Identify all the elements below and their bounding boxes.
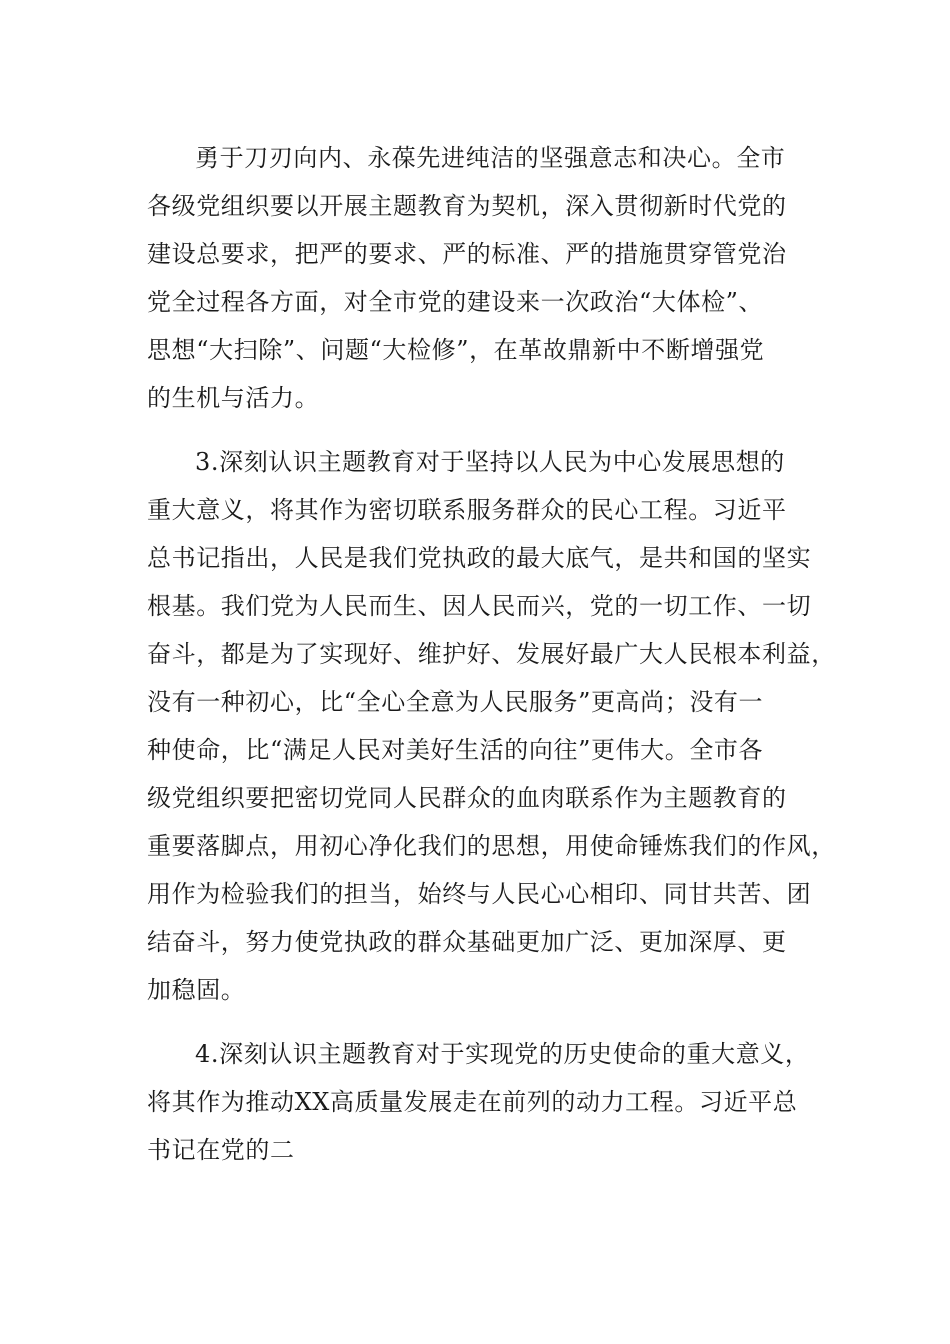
paragraph-1-line-6: 的生机与活力。 [147,384,320,412]
paragraph-2-line-11: 结奋斗，努力使党执政的群众基础更加广泛、更加深厚、更 [147,928,787,956]
paragraph-2-line-7: 种使命，比“满足人民对美好生活的向往”更伟大。全市各 [147,736,764,764]
paragraph-3-line-1: 4.深刻认识主题教育对于实现党的历史使命的重大意义， [195,1040,810,1068]
paragraph-1-line-3: 建设总要求，把严的要求、严的标准、严的措施贯穿管党治 [147,240,787,268]
paragraph-1-line-4: 党全过程各方面，对全市党的建设来一次政治“大体检”、 [147,288,764,316]
paragraph-2-line-4: 根基。我们党为人民而生、因人民而兴，党的一切工作、一切 [147,592,812,620]
paragraph-3-line-3: 书记在党的二 [147,1136,295,1164]
paragraph-1-line-5: 思想“大扫除”、问题“大检修”，在革故鼎新中不断增强党 [147,336,765,364]
paragraph-2-line-1: 3.深刻认识主题教育对于坚持以人民为中心发展思想的 [195,448,785,476]
paragraph-2-line-12: 加稳固。 [147,976,246,1004]
paragraph-1-line-2: 各级党组织要以开展主题教育为契机，深入贯彻新时代党的 [147,192,787,220]
paragraph-2-line-3: 总书记指出，人民是我们党执政的最大底气，是共和国的坚实 [147,544,812,572]
paragraph-2-line-6: 没有一种初心，比“全心全意为人民服务”更高尚；没有一 [147,688,764,716]
paragraph-1-line-1: 勇于刀刃向内、永葆先进纯洁的坚强意志和决心。全市 [195,144,786,172]
paragraph-2-line-10: 用作为检验我们的担当，始终与人民心心相印、同甘共苦、团 [147,880,812,908]
paragraph-2-line-8: 级党组织要把密切党同人民群众的血肉联系作为主题教育的 [147,784,787,812]
paragraph-3-line-2: 将其作为推动XX高质量发展走在前列的动力工程。习近平总 [147,1088,798,1116]
paragraph-2-line-5: 奋斗，都是为了实现好、维护好、发展好最广大人民根本利益， [147,640,836,668]
paragraph-2-line-9: 重要落脚点，用初心净化我们的思想，用使命锤炼我们的作风， [147,832,836,860]
paragraph-2-line-2: 重大意义，将其作为密切联系服务群众的民心工程。习近平 [147,496,787,524]
